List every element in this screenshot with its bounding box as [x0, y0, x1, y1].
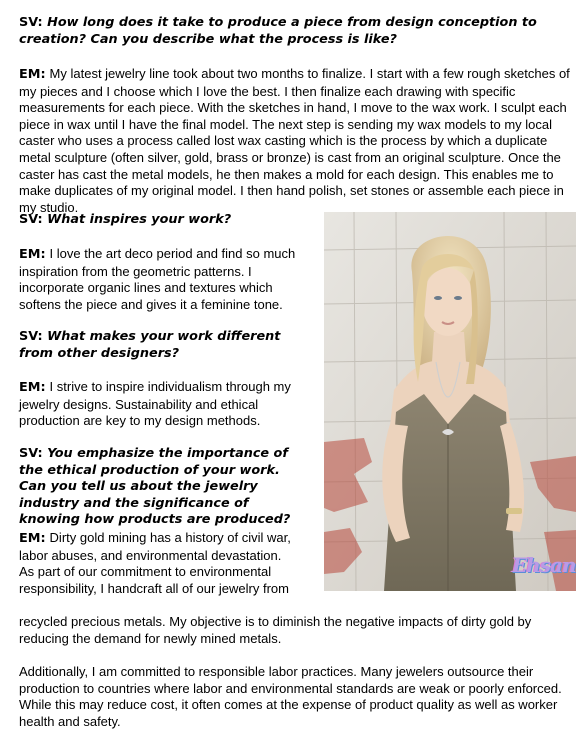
question-3	[19, 329, 309, 362]
question-text: How long does it take to produce a piece from design conception to creation? Can you describe what the process is like?	[19, 15, 537, 47]
answer-1	[19, 66, 575, 216]
speaker-label: EM:	[19, 247, 46, 262]
speaker-label: SV:	[19, 329, 43, 344]
answer-2	[19, 246, 301, 313]
answer-text: My latest jewelry line took about two months to finalize. I start with a few rough sketches of my pieces and I choose which I love the best. I then finalize each drawing with specific measurements for each piece. With the sketches in hand, I move to the wax work. I sculpt each piece in wax until I have the final model. The next step is sending my wax models to my local caster who uses a process called lost wax casting which is the process by which a duplicate metal sculpture (often silver, gold, brass or bronze) is cast from an original sculpture. Once the caster has cast the metal models, he then makes a mold for each design. This enables me to make duplicates of my original model. I then hand polish, set stones or assemble each piece in my studio.	[19, 66, 570, 215]
answer-4	[19, 530, 299, 597]
model-photo	[324, 212, 576, 591]
question-2	[19, 212, 309, 229]
question-text: You emphasize the importance of the ethical production of your work. Can you tell us about the jewelry industry and the significance of knowing how products are produced?	[19, 446, 291, 528]
signature-watermark: Ehsan	[512, 553, 576, 577]
answer-text: I love the art deco period and find so much inspiration from the geometric patterns. I incorporate organic lines and textures which softens the piece and gives it a feminine tone.	[19, 246, 296, 312]
question-4	[19, 446, 311, 529]
speaker-label: EM:	[19, 380, 46, 395]
answer-text: I strive to inspire individualism through my jewelry designs. Sustainability and ethical production are key to my design methods.	[19, 379, 291, 429]
speaker-label: SV:	[19, 446, 43, 461]
question-text: What inspires your work?	[47, 212, 232, 227]
answer-3	[19, 379, 305, 430]
model-photo-illustration	[324, 212, 576, 591]
speaker-label: SV:	[19, 15, 43, 30]
speaker-label: EM:	[19, 531, 46, 546]
question-text: What makes your work different from other designers?	[19, 329, 281, 361]
question-1	[19, 15, 575, 48]
speaker-label: SV:	[19, 212, 43, 227]
paragraph-text: Additionally, I am committed to responsible labor practices. Many jewelers outsource their production to countries where labor and environmental standards are weak or poorly enforced. While this may reduce cost, it often comes at the expense of product quality as well as worker health and safety.	[19, 664, 562, 729]
answer-text: recycled precious metals. My objective is to diminish the negative impacts of dirty gold by reducing the demand for newly mined metals.	[19, 614, 532, 646]
paragraph-5	[19, 664, 575, 730]
answer-4-continued	[19, 614, 575, 647]
answer-text: Dirty gold mining has a history of civil war, labor abuses, and environmental devastation. As part of our commitment to environmental responsibility, I handcraft all of our jewelry from	[19, 530, 291, 596]
speaker-label: EM:	[19, 67, 46, 82]
